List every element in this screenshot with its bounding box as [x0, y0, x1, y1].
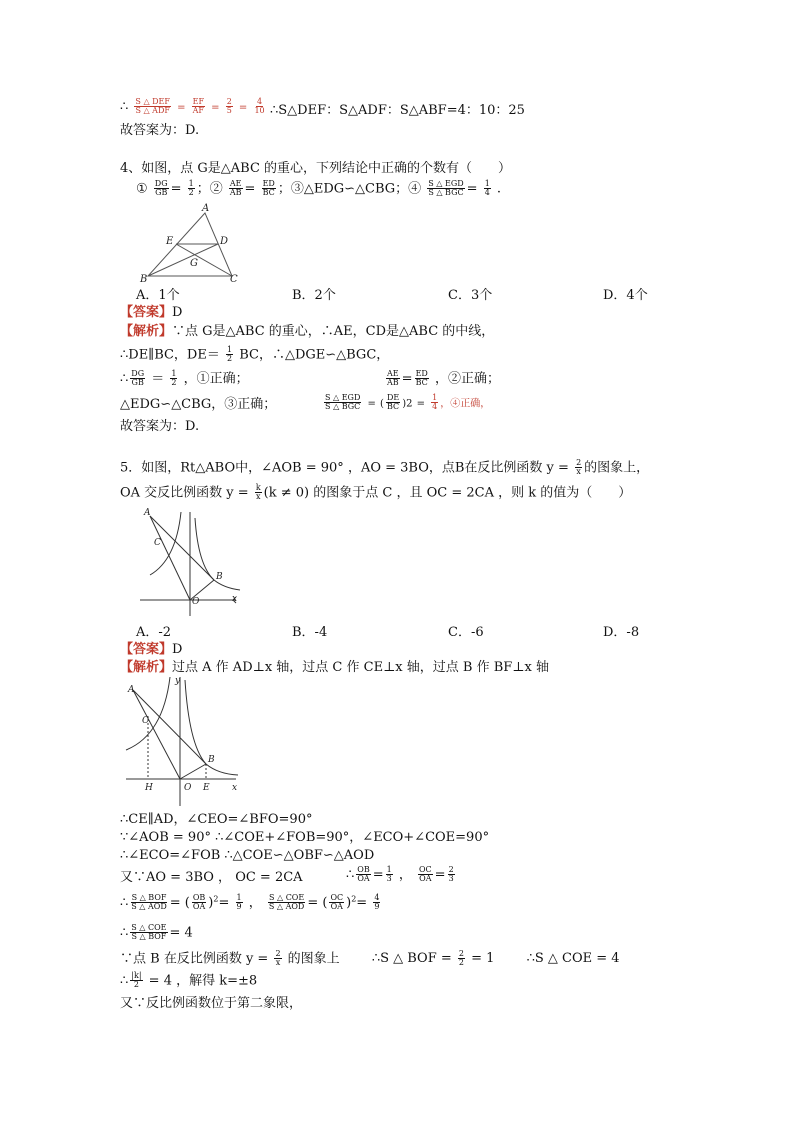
- q4-statements: ① $\frac{DG}{GB}$ = $\frac{1}{2}$ ；② $\frac{AE}{AB}$ = $\frac{ED}{BC}$ ；③△EDG∽△CBG；④ $\frac{\text{S △ EGD}}{\text{S △ BGC}}$ = $\frac{1}{4}$ .: [136, 179, 502, 198]
- q4-analysis-2: ∴DE∥BC，DE＝ $\frac{1}{2}$ BC，∴△DGE∽△BGC，: [120, 345, 390, 364]
- q5-analysis-first: 【解析】过点 A 作 AD⊥x 轴，过点 C 作 CE⊥x 轴，过点 B 作 BF⊥x 轴: [120, 660, 549, 675]
- q4-analysis-3: ∴ $\frac{DG}{GB}$ ＝ $\frac{1}{2}$ ，①正确；: [120, 369, 249, 388]
- q5-stem-1: 5．如图，Rt△ABO中，∠AOB = 90° ，AO = 3BO，点B在反比例函数 y = $\frac{2}{x}$ 的图象上，: [120, 458, 650, 477]
- q5-fig2-label-e: E: [203, 783, 210, 793]
- q4-label-b: B: [140, 274, 148, 285]
- q5-line-7: ∴ $\frac{\text{S △ COE}}{\text{S △ BOF}}$ = 4: [120, 923, 193, 942]
- q4-label-c: C: [230, 274, 238, 285]
- q4-label-a: A: [202, 203, 210, 214]
- q4-option-b: B．2个: [292, 288, 336, 303]
- q5-fig2-label-b: B: [208, 755, 215, 765]
- q4-analysis-5: △EDG∽△CBG，③正确；: [120, 397, 277, 412]
- q5-fig2-label-a: A: [128, 685, 135, 695]
- q5-fig1-label-c: C: [154, 538, 161, 548]
- q5-fig2-label-x: x: [232, 783, 238, 793]
- q4-analysis-7: 故答案为：D.: [120, 419, 200, 434]
- q5-fig1-label-x: x: [232, 594, 238, 604]
- q5-option-d: D．-8: [603, 625, 640, 640]
- q4-answer-tag: 【答案】: [120, 305, 173, 320]
- q4-label-d: D: [220, 236, 229, 247]
- q5-option-c: C．-6: [448, 625, 484, 640]
- q4-label-e: E: [166, 236, 174, 247]
- q5-fig1-label-a: A: [144, 508, 151, 518]
- q5-line-2: ∵∠AOB = 90° ∴∠COE+∠FOB=90°，∠ECO+∠COE=90°: [120, 830, 490, 845]
- q5-option-b: B．-4: [292, 625, 328, 640]
- q4-analysis-1: 【解析】∵点 G是△ABC 的重心，∴AE，CD是△ABC 的中线，: [120, 324, 495, 339]
- top-area-ratio: ∴S△DEF：S△ADF：S△ABF=4：10：25: [270, 103, 525, 118]
- q5-line-6: ∴ $\frac{\text{S △ BOF}}{\text{S △ AOD}}$ = ( $\frac{OB}{OA}$ )$^2$= $\frac{1}{9}$ ， $\frac{\text{S △ COE}}{\text{S △ AOD}}$ = ( $\frac{OC}{OA}$ )$^2$= $\frac{4}{9}$: [120, 893, 380, 912]
- q5-fig2-label-h: H: [145, 783, 153, 793]
- q5-line-8: ∵点 B 在反比例函数 y = $\frac{2}{x}$ 的图象上 ∴S △ BOF = $\frac{2}{2}$ = 1 ∴S △ COE = 4: [120, 949, 620, 968]
- top-fraction-equation: ∴ $\frac{\text{S △ DEF}}{\text{S △ ADF}}$ = $\frac{EF}{AF}$ = $\frac{2}{5}$ = $\frac{4}{10}$: [120, 97, 265, 116]
- q5-answer: D: [172, 642, 183, 657]
- q4-stem: 4、如图，点 G是△ABC 的重心，下列结论中正确的个数有（ ）: [120, 161, 512, 176]
- q5-line-10: 又∵反比例函数位于第二象限，: [120, 996, 303, 1011]
- q5-fig2-label-c: C: [142, 716, 149, 726]
- q4-answer: D: [172, 305, 183, 320]
- q4-analysis-6: $\frac{\text{S △ EGD}}{\text{S △ BGC}}$ = ( $\frac{DE}{BC}$ )2 = $\frac{1}{4}$ ，④正确，: [325, 393, 491, 412]
- q4-analysis-4: $\frac{AE}{AB}$ = $\frac{ED}{BC}$ ，②正确；: [387, 369, 500, 388]
- q5-fig2-label-y: y: [175, 676, 181, 686]
- q5-option-a: A．-2: [136, 625, 172, 640]
- q4-label-g: G: [190, 258, 198, 269]
- q5-stem-2: OA 交反比例函数 y = $\frac{k}{x}$ (k ≠ 0) 的图象于点 C ，且 OC = 2CA ，则 k 的值为（ ）: [120, 483, 632, 502]
- q4-option-d: D．4个: [603, 288, 648, 303]
- q5-fig2-label-o: O: [184, 783, 192, 793]
- top-answer: 故答案为：D.: [120, 123, 200, 138]
- q5-line-5: ∴ $\frac{OB}{OA}$ = $\frac{1}{3}$ ， $\frac{OC}{OA}$ = $\frac{2}{3}$: [346, 865, 454, 884]
- q5-answer-tag: 【答案】: [120, 642, 173, 657]
- q5-line-3: ∴∠ECO=∠FOB ∴△COE∽△OBF∽△AOD: [120, 848, 375, 863]
- q4-analysis-tag: 【解析】: [120, 324, 173, 339]
- q5-fig1-label-b: B: [216, 572, 223, 582]
- q5-line-4: 又∵AO = 3BO ， OC = 2CA: [120, 870, 303, 885]
- q5-line-9: ∴ $\frac{|k|}{2}$ = 4 ，解得 k=±8: [120, 971, 258, 990]
- q5-line-1: ∴CE∥AD，∠CEO=∠BFO=90°: [120, 812, 313, 827]
- q4-option-a: A．1个: [136, 288, 180, 303]
- q5-fig1-label-o: O: [192, 597, 200, 607]
- q4-option-c: C．3个: [448, 288, 493, 303]
- q5-analysis-tag: 【解析】: [120, 660, 173, 675]
